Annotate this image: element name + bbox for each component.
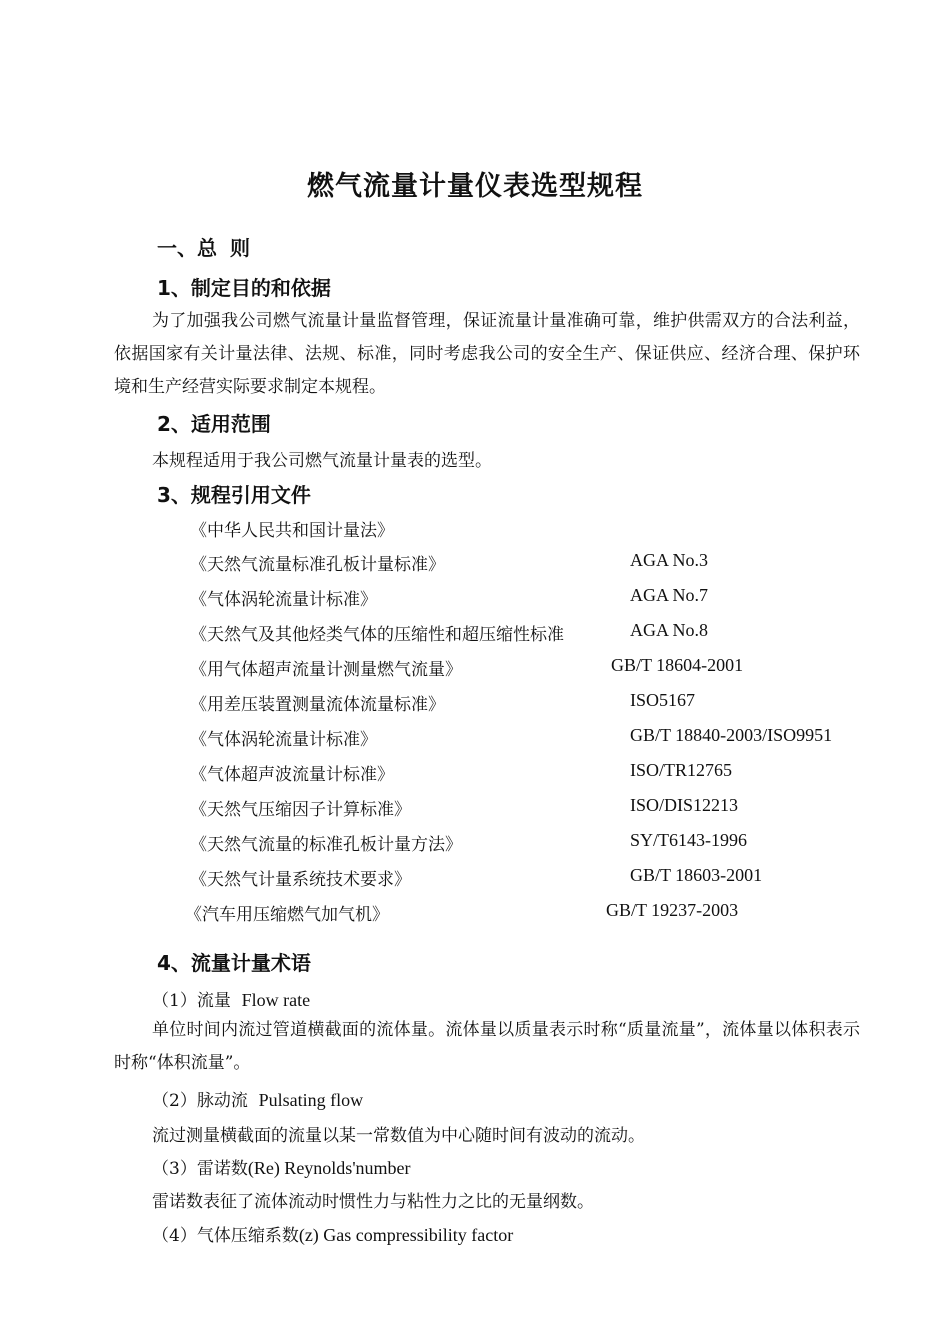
- term-gas-compressibility: [152, 1221, 513, 1246]
- term-english: Pulsating flow: [258, 1090, 364, 1110]
- term-reynolds-number-definition: 雷诺数表征了流体流动时惯性力与粘性力之比的无量纲数。: [152, 1192, 594, 1212]
- paragraph-scope: 本规程适用于我公司燃气流量计量表的选型。: [152, 451, 492, 471]
- term-reynolds-number: [152, 1154, 411, 1179]
- reference-code: ISO5167: [630, 690, 696, 710]
- reference-code: AGA No.3: [630, 550, 709, 570]
- term-pulsating-flow-definition: 流过测量横截面的流量以某一常数值为中心随时间有波动的流动。: [152, 1126, 645, 1146]
- reference-row: [0, 725, 950, 755]
- term-label: （1）流量: [152, 991, 231, 1011]
- reference-code: GB/T 19237-2003: [606, 900, 739, 920]
- reference-name: 《天然气及其他烃类气体的压缩性和超压缩性标准: [190, 625, 564, 645]
- reference-row: [0, 760, 950, 790]
- reference-code: AGA No.7: [630, 585, 709, 605]
- reference-code: GB/T 18840-2003/ISO9951: [630, 725, 833, 745]
- reference-code: ISO/TR12765: [630, 760, 733, 780]
- reference-row: [0, 620, 950, 650]
- heading-scope: 2、适用范围: [157, 412, 271, 436]
- reference-name: 《气体涡轮流量计标准》: [190, 730, 377, 750]
- reference-name: 《天然气流量的标准孔板计量方法》: [190, 835, 462, 855]
- reference-name: 《天然气压缩因子计算标准》: [190, 800, 411, 820]
- reference-code: GB/T 18603-2001: [630, 865, 763, 885]
- term-label: （2）脉动流: [152, 1091, 248, 1111]
- term-label: （4）气体压缩系数: [152, 1226, 299, 1246]
- term-english: (z) Gas compressibility factor: [298, 1225, 514, 1245]
- reference-row: [0, 516, 950, 546]
- reference-name: 《气体超声波流量计标准》: [190, 765, 394, 785]
- document-title: 燃气流量计量仪表选型规程: [307, 171, 643, 202]
- section-heading-general: 一、总 则: [157, 236, 250, 260]
- reference-name: 《天然气计量系统技术要求》: [190, 870, 411, 890]
- heading-purpose: 1、制定目的和依据: [157, 276, 331, 300]
- paragraph-purpose: 为了加强我公司燃气流量计量监督管理，保证流量计量准确可靠，维护供需双方的合法利益，依据国家有关计量法律、法规、标准，同时考虑我公司的安全生产、保证供应、经济合理、保护环境和生产经营实际要求制定本规程。: [114, 311, 860, 397]
- reference-row: [0, 550, 950, 580]
- term-label: （3）雷诺数: [152, 1159, 248, 1179]
- term-english: Flow rate: [241, 990, 311, 1010]
- heading-references: 3、规程引用文件: [157, 483, 311, 507]
- reference-name: 《中华人民共和国计量法》: [190, 521, 394, 541]
- heading-terms: 4、流量计量术语: [157, 951, 311, 975]
- reference-code: GB/T 18604-2001: [611, 655, 744, 675]
- term-pulsating-flow: [152, 1086, 363, 1111]
- reference-name: 《汽车用压缩燃气加气机》: [185, 905, 389, 925]
- reference-row: [0, 865, 950, 895]
- term-flow-rate: [152, 986, 310, 1011]
- reference-row: [0, 655, 950, 685]
- reference-code: AGA No.8: [630, 620, 709, 640]
- reference-row: [0, 795, 950, 825]
- reference-code: ISO/DIS12213: [630, 795, 739, 815]
- reference-code: SY/T6143-1996: [630, 830, 747, 850]
- term-english: (Re) Reynolds'number: [247, 1158, 411, 1178]
- reference-name: 《天然气流量标准孔板计量标准》: [190, 555, 445, 575]
- reference-name: 《用气体超声流量计测量燃气流量》: [190, 660, 462, 680]
- reference-row: [0, 585, 950, 615]
- reference-row: [0, 900, 950, 930]
- reference-row: [0, 690, 950, 720]
- reference-name: 《气体涡轮流量计标准》: [190, 590, 377, 610]
- reference-name: 《用差压装置测量流体流量标准》: [190, 695, 445, 715]
- reference-row: [0, 830, 950, 860]
- term-flow-rate-definition: 单位时间内流过管道横截面的流体量。流体量以质量表示时称“质量流量”，流体量以体积表示时称“体积流量”。: [114, 1020, 860, 1073]
